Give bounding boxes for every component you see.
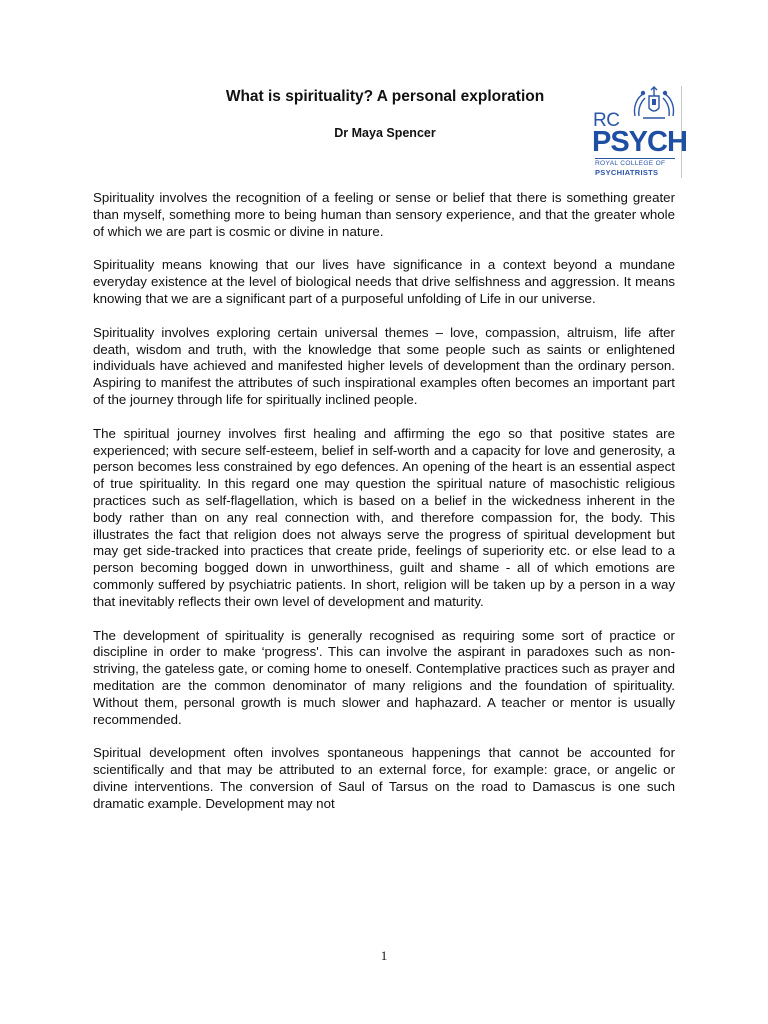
paragraph: Spirituality involves exploring certain universal themes – love, compassion, altruism, life after death, wisdom and truth, with the knowledge that some people such as saints or enlightened individuals have achieved and manifested higher levels of development than the ordinary person. Aspiring to manifest the attributes of such inspirational examples often becomes an important part of the journey through life for spiritually inclined people. (93, 324, 675, 407)
paragraph: Spiritual development often involves spontaneous happenings that cannot be accounted for scientifically and that may be attributed to an external force, for example: grace, or angelic or divine interventions. The conversion of Saul of Tarsus on the road to Damascus is one such dramatic example. Development may not (93, 745, 675, 811)
logo-subtitle-2: PSYCHIATRISTS (595, 168, 659, 177)
author-name: Dr Maya Spencer (334, 126, 436, 140)
paragraph: The development of spirituality is generally recognised as requiring some sort of practice or discipline in order to make ‘progress'. This can involve the aspirant in paradoxes such as non-striving, the gateless gate, or coming home to oneself. Contemplative practices such as prayer and meditation are the common denominator of many religions and the foundation of spirituality. Without them, personal growth is much slower and haphazard. A teacher or mentor is usually recommended. (93, 627, 675, 727)
logo-psych-text: PSYCH (592, 126, 687, 158)
page-number: 1 (380, 948, 388, 963)
logo-divider (595, 158, 675, 159)
page-title: What is spirituality? A personal exploration (225, 88, 545, 105)
logo-rc-text: RC (593, 110, 620, 131)
document-body (93, 190, 675, 830)
rcpsych-logo (591, 86, 687, 178)
paragraph: Spirituality means knowing that our lives have significance in a context beyond a mundane everyday existence at the level of biological needs that drive selfishness and aggression. It means knowing that we are a significant part of a purposeful unfolding of Life in our universe. (93, 257, 675, 306)
logo-subtitle-1: ROYAL COLLEGE OF (595, 160, 666, 167)
coat-of-arms-icon (629, 86, 679, 120)
paragraph: The spiritual journey involves first healing and affirming the ego so that positive states are experienced; with secure self-esteem, belief in self-worth and a capacity for love and generosity, a person becomes less constrained by ego defences. An opening of the heart is an essential aspect of true spirituality. In this regard one may question the spiritual nature of masochistic religious practices such as self-flagellation, which is based on a belief in the wickedness inherent in the body rather than on any real connection with, and therefore compassion for, the body. This illustrates the fact that religion does not always serve the progress of spiritual development but may get side-tracked into practices that create pride, feelings of superiority etc. or else lead to a person becoming bogged down in unworthiness, guilt and shame - all of which emotions are commonly suffered by psychiatric patients. In short, religion will be taken up by a person in a way that inevitably reflects their own level of development and maturity. (93, 425, 675, 609)
paragraph: Spirituality involves the recognition of a feeling or sense or belief that there is something greater than myself, something more to being human than sensory experience, and that the greater whole of which we are part is cosmic or divine in nature. (93, 190, 675, 239)
